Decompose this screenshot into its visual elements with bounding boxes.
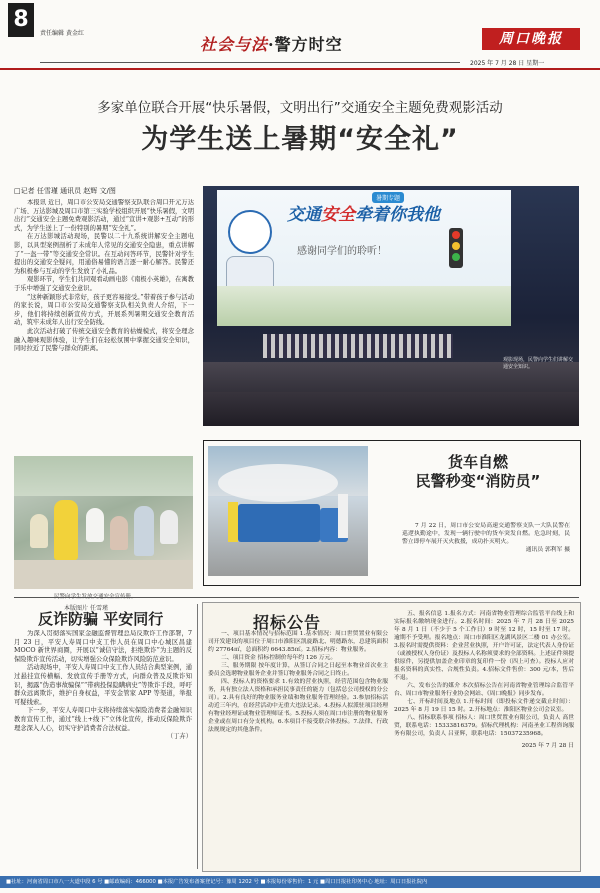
photo-credit-name: 任雪瑾 xyxy=(89,605,108,612)
section-right: 警方时空 xyxy=(274,35,343,54)
screen-cityscape xyxy=(217,286,511,326)
fraud-paragraph: 下一步，平安人寿周口中支将持续落实保险消费者金融知识教育宣传工作，通过“线上+线下”立体化宣传，推动反保险欺诈理念深入人心，切实守护消费者合法权益。 xyxy=(14,707,192,732)
tender-item: 七、开标时间及地点 1.开标时间（即投标文件递交截止时间）：2025 年 8 月 19 日 15 时。2.开标地点：淮阳区物业公司会议室。 xyxy=(394,699,574,713)
section-divider xyxy=(14,597,579,598)
tender-date: 2025 年 7 月 28 日 xyxy=(521,743,574,749)
photo-credit-label: 本版图片 xyxy=(64,605,89,612)
fraud-credit: （丁卉） xyxy=(166,733,192,741)
section-left: 社会与法 xyxy=(200,35,269,54)
main-byline: □记者 任雪瑾 通讯员 赵辉 文/图 xyxy=(14,187,116,195)
main-subtitle: 多家单位联合开展“快乐暑假，文明出行”交通安全主题免费观影活动 xyxy=(97,100,503,116)
screen-title-b: 安全 xyxy=(321,205,355,225)
fire-article-body xyxy=(402,522,570,554)
fraud-paragraph: 为深入贯彻落实国家金融监督管理总局反欺诈工作部署，7 月 23 日，平安人寿周口中支工作人员在周口中心城区昌建 MOCO 新世界商圈，开展以“诚信守法，拒绝欺诈”为主题的反保险欺诈宣传活动，切实增强公众保险欺诈风险防范意识。 xyxy=(14,630,192,663)
fire-paragraph: 7 月 22 日，周口市公安局高速交通警察支队一大队民警在巡逻执勤途中，发现一辆行驶中的货车突发自燃。危急时刻，民警立即停车展开灭火救援，成功扑灭明火。 xyxy=(402,523,570,545)
main-paragraph: 观影环节，学生们共同观看动画电影《南极小英雄》，在寓教于乐中增强了交通安全意识。 xyxy=(14,276,194,292)
truck-fire-photo xyxy=(208,446,368,576)
tender-item: 八、招标联系事项 招标人：周口世贸置业有限公司，负责人 高世贸，联系电话：15333816379。招标代理机构：河南圣业工程咨询服务有限公司，负责人 吕亚辉，联系电话：15037235968。 xyxy=(394,715,574,737)
tender-item: 五、报名信息 1.报名方式：河南省物业管理综合监管平台线上和实际报名缴纳现金进行。2.报名时间：2025 年 7 月 28 日至 2025 年 8 月 1 日（不少于 5 个工作日）9 时至 12 时，15 时至 17 时。逾期不予受理。报名地点：周口市淮阳区龙湖风景区二楼 01 办公室。3.报名时需提供资料：企业营业执照，开户许可证，法定代表人身份证（或被授权人身份证）及投标人名称须要求的全部资料。上述证件须提供原件，另提供加盖企业印章的复印件一份（四上可查）。投标人应对报名资料的真实性、合规性负责。4.招标文件售价：300 元/本，售后不退。 xyxy=(394,611,574,681)
fraud-article-title: 反诈防骗 平安同行 xyxy=(38,610,164,628)
tender-item: 三、服务期限 按年度计算，从签订合同之日起至本物业首次业主委员会选聘物业服务企业并签订物业服务合同之日终止。 xyxy=(208,663,388,677)
adult-figure xyxy=(134,506,154,556)
officer-figure xyxy=(228,502,238,542)
editor-name: 黄金红 xyxy=(65,30,84,37)
smoke-cloud xyxy=(218,464,338,502)
header-red-rule xyxy=(0,68,600,70)
cinema-screen xyxy=(217,190,511,326)
child-figure xyxy=(110,516,128,550)
main-paragraph: 本报讯 近日，周口市公安局交通警察支队联合周口开元万达广场、万达影城及周口市第三实验学校组织开展“快乐暑假，文明出行”交通安全主题免费观影活动，通过“宣讲+观影+互动”的形式，为学生送上了一份特别的暑期“安全礼”。 xyxy=(14,199,194,232)
kids-photo-ground xyxy=(14,560,193,589)
police-officer-figure xyxy=(54,500,78,560)
traffic-light-icon xyxy=(449,228,463,268)
screen-title-c: 牵着你我他 xyxy=(355,205,440,225)
weekday-text: 星期一 xyxy=(526,60,545,67)
kids-photo xyxy=(14,456,193,589)
date-text: 2025 年 7 月 28 日 xyxy=(470,60,525,67)
child-figure xyxy=(86,508,104,542)
issue-date xyxy=(470,58,544,67)
fire-title-line2: 民警秒变“消防员” xyxy=(415,472,541,490)
stage-students xyxy=(263,334,453,358)
header-rule xyxy=(40,62,460,63)
truck-figure xyxy=(238,504,320,542)
column-divider xyxy=(197,604,198,869)
tender-item: 一、项目基本情况与招标范围 1.基本情况：周口世贸置业有限公司开发建设的项目位于周口市淮阳区凯旋路北、明德路东，总建筑面积约 27764㎡，总面积约 6643.85㎡。2.招标内容：物业服务。 xyxy=(208,631,388,653)
editor-credit xyxy=(40,28,84,37)
tender-item: 四、投标人的资格要求 1.有效的营业执照，经营范围包含物业服务，具有独立法人资格和承担民事责任的能力（包括总公司授权的分公司）。2.具有良好的物业服务业绩和物业服务管理经验。3.参加招标活动近三年内，在经营活动中无重大违法记录。4.投标人拟派驻项目经理有物业经理证或物业管理师证书。5.投标人须在周口市注册的物业服务企业或在周口有分支机构。6.本项目不接受联合体投标。7.法律、行政法规规定的其他条件。 xyxy=(208,679,388,733)
fraud-article-body xyxy=(14,630,192,866)
paper-logo: 周口晚报 xyxy=(482,28,580,50)
cinema-photo xyxy=(203,186,579,426)
person-figure xyxy=(30,514,48,548)
tender-title: 招标公告 xyxy=(253,613,322,632)
fire-title-line1: 货车自燃 xyxy=(447,453,508,471)
kids-photo-caption xyxy=(54,592,137,600)
section-banner xyxy=(200,32,343,55)
officer-figure xyxy=(338,494,348,538)
tender-item: 二、项目资金 招标控制价每年约 126 万元。 xyxy=(221,655,337,661)
tender-body-right xyxy=(394,610,574,866)
cinema-caption: 观影现场，民警向学生们讲解交通安全知识。 xyxy=(503,357,574,370)
footer-bar: ■社址：河南省周口市八一大道中段 6 号 ■邮政编码：466000 ■本报广告发布备案登记号：豫周 1202 号 ■本报每份零售价：1 元 ■周口日报社印务中心 地址：周口日报社院内 xyxy=(0,876,600,888)
screen-title xyxy=(287,200,440,225)
kids-photo-background xyxy=(14,456,193,496)
screen-thanks: 感谢同学们的聆听！ xyxy=(297,246,387,257)
screen-tag: 暑期专题 xyxy=(372,192,404,203)
main-article-body xyxy=(14,199,194,449)
page-number: 8 xyxy=(8,3,34,37)
section-sep: · xyxy=(268,35,275,54)
tender-item: 六、发布公告的媒介 本次招标公告在河南省物业管理综合监管平台、周口市物业服务行业协会网站、《周口晚报》同步发布。 xyxy=(394,683,574,697)
fire-credit: 通讯员 郭利军 摄 xyxy=(525,547,570,553)
tender-body-left xyxy=(208,630,388,866)
main-paragraph: “这种新颖形式非常好，孩子更容易接受。”带着孩子参与活动的家长说，周口市公安局交通警察支队相关负责人介绍，下一步，他们将持续创新宣传方式，开展系列暑期交通安全教育活动，筑牢未成年人出行安全防线。 xyxy=(14,293,194,327)
main-paragraph: 在万达影城活动现场，民警以二十九系统讲解安全主题电影，以具型案例剖析了未成年人常见的交通安全隐患，重点讲解了“一盔一带”等交通安全常识。在互动问答环节，民警针对学生提出的交通安全疑问，用通俗易懂的语言逐一耐心解答。民警还为积极参与互动的学生发放了小礼品。 xyxy=(14,233,194,275)
child-figure xyxy=(160,510,178,544)
editor-label: 责任编辑 xyxy=(40,30,65,37)
fire-article-title xyxy=(378,453,578,491)
main-title: 为学生送上暑期“安全礼” xyxy=(141,124,459,155)
screen-title-a: 交通 xyxy=(287,205,321,225)
fraud-paragraph: 活动现场中，平安人寿周口中支工作人员结合典型案例，通过悬挂宣传横幅、发放宣传手册等方式，向群众普及反欺诈知识，揭露“伪造事故骗保”“带病投保隐瞒病史”等欺诈手段，呼吁群众远离欺诈，维护自身权益，平安金管家 APP 等渠道，举报可疑线索。 xyxy=(14,664,192,706)
main-paragraph: 此次活动打破了传统交通安全教育的枯燥模式，将安全理念融入趣味观影体验，让学生们在轻松氛围中掌握交通安全知识，同时拉近了民警与群众的距离。 xyxy=(14,327,194,353)
